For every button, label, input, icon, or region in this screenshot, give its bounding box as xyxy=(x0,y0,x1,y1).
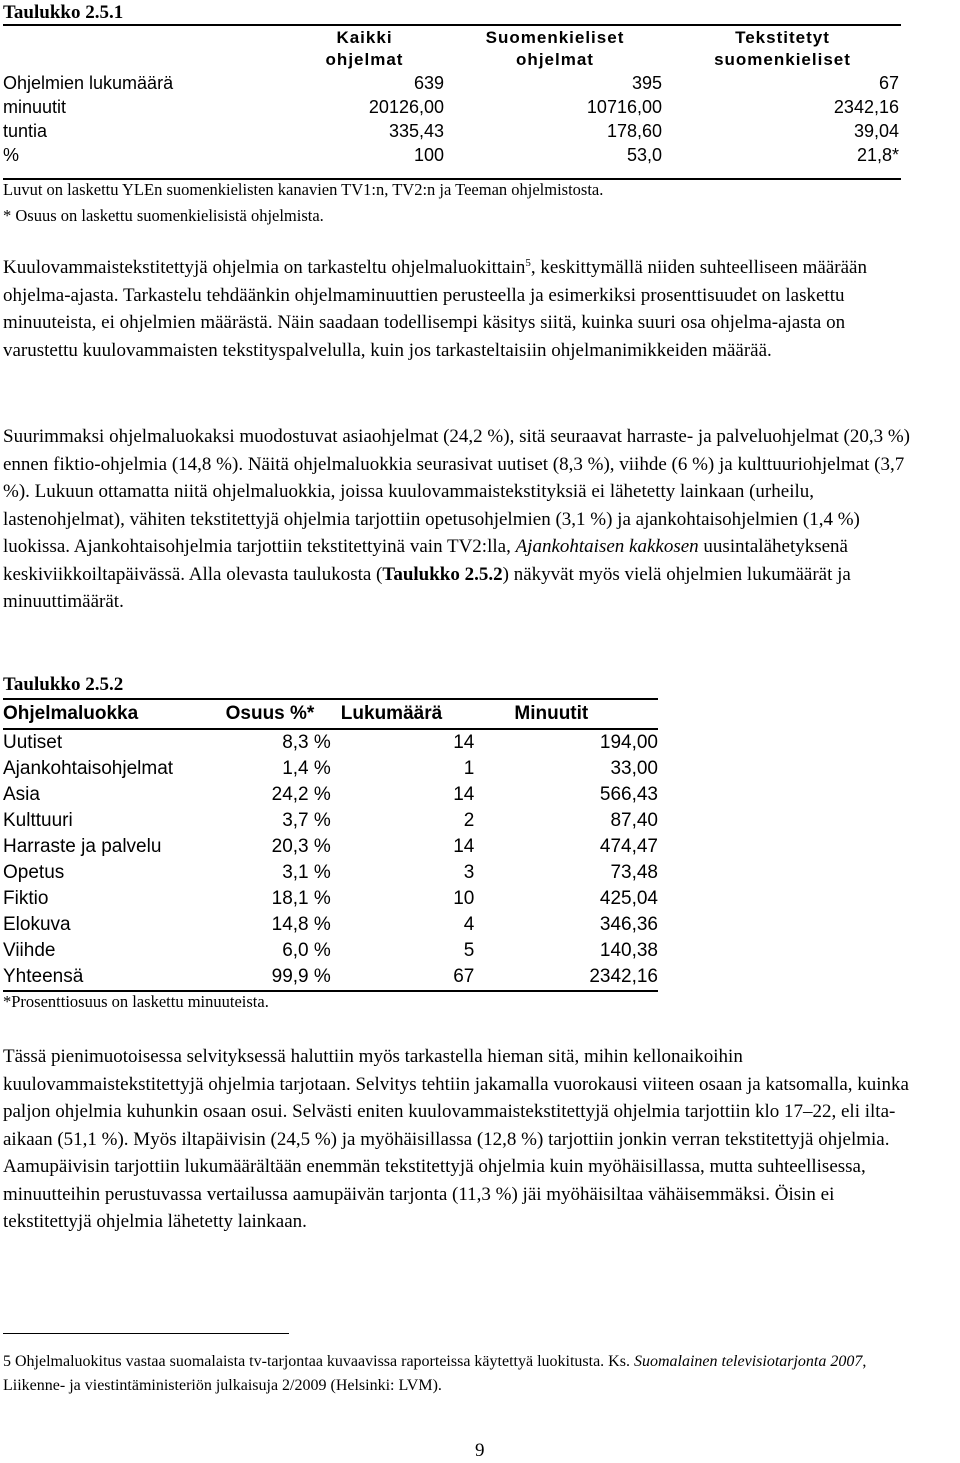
row-label: Viihde xyxy=(3,940,56,961)
table-row xyxy=(3,886,658,912)
table-row xyxy=(3,912,658,938)
cell: 194,00 xyxy=(599,732,658,753)
cell: 10716,00 xyxy=(586,97,662,117)
cell: 14 xyxy=(453,836,475,857)
table-2-header-row xyxy=(3,700,658,729)
paragraph-text: Kuulovammaistekstitettyjä ohjelmia on tarkasteltu ohjelmaluokittain xyxy=(3,257,526,278)
paragraph-text: Suurimmaksi ohjelmaluokaksi muodostuvat asiaohjelmat (24,2 %), sitä seuraavat harraste- ja palveluohjelmat (20,3 %) ennen fiktio-ohjelmia (14,8 %). Näitä ohjelmaluokkia seurasivat uutiset (8,3 %), viihde (6 %) ja kulttuuriohjelmat (3,7 %). Lukuun ottamatta niitä ohjelmaluokkia, joissa kuulovammaistekstityksiä ei lähetetty lainkaan (urheilu, lastenohjelmat), vähiten tekstitettyjä ohjelmia tarjottiin opetusohjelmien (3,1 %) ja ajankohtaisohjelmien (1,4 %) luokissa. Ajankohtaisohjelmia tarjottiin tekstitettyinä vain TV2:lla, xyxy=(3,426,911,557)
cell: 87,40 xyxy=(610,810,658,831)
cell: 14,8 % xyxy=(271,914,331,935)
footnote-text: Ohjelmaluokitus vastaa suomalaista tv-tarjontaa kuvaavissa raporteissa käytettyä luokitusta. Ks. xyxy=(11,1353,634,1370)
cell: 4 xyxy=(463,914,475,935)
cell: 39,04 xyxy=(853,121,899,141)
table-1 xyxy=(3,27,901,167)
footnote-reference: 5 xyxy=(525,257,531,269)
footnote-text: , Liikenne- ja viestintäministeriön julkaisuja 2/2009 (Helsinki: LVM). xyxy=(3,1353,867,1394)
table-row xyxy=(3,143,901,167)
table-1-header-row xyxy=(3,49,901,71)
table-1-note: Luvut on laskettu YLEn suomenkielisten kanavien TV1:n, TV2:n ja Teeman ohjelmistosta. xyxy=(3,180,604,199)
cell: 2 xyxy=(463,810,475,831)
table-row xyxy=(3,938,658,964)
cell: 18,1 % xyxy=(271,888,331,909)
cell: 3,7 % xyxy=(282,810,331,831)
row-label: Yhteensä xyxy=(3,964,226,991)
table-2-title: Taulukko 2.5.2 xyxy=(3,674,124,695)
header-cell: Kaikki xyxy=(336,28,393,47)
table-2-note: *Prosenttiosuus on laskettu minuuteista. xyxy=(3,992,269,1011)
cell: 67 xyxy=(878,73,899,93)
table-row xyxy=(3,119,901,143)
publication-title: Suomalainen televisiotarjonta 2007 xyxy=(633,1353,863,1370)
cell: 20126,00 xyxy=(368,97,444,117)
cell: 1,4 % xyxy=(282,758,331,779)
paragraph-text: ) näkyvät myös vielä ohjelmien lukumäärät ja minuuttimäärät. xyxy=(3,563,851,612)
cell: 73,48 xyxy=(610,862,658,883)
cell: 335,43 xyxy=(388,121,444,141)
cell: 99,9 % xyxy=(226,964,331,991)
cell: 14 xyxy=(453,732,475,753)
row-label: % xyxy=(3,145,20,165)
cell: 20,3 % xyxy=(271,836,331,857)
header-cell: Lukumäärä xyxy=(331,700,475,729)
header-cell: suomenkieliset xyxy=(714,50,851,69)
row-label: Asia xyxy=(3,784,40,805)
cell: 100 xyxy=(413,145,444,165)
header-cell: ohjelmat xyxy=(325,50,404,69)
cell: 1 xyxy=(463,758,475,779)
table-row xyxy=(3,964,658,991)
table-1-header-row xyxy=(3,27,901,49)
row-label: Kulttuuri xyxy=(3,810,73,831)
row-label: Ohjelmien lukumäärä xyxy=(3,73,174,93)
header-cell xyxy=(3,49,283,71)
table-row xyxy=(3,834,658,860)
page-number: 9 xyxy=(475,1440,485,1461)
footnote xyxy=(3,1350,913,1398)
row-label: Elokuva xyxy=(3,914,71,935)
table-row xyxy=(3,782,658,808)
header-cell: Tekstitetyt xyxy=(735,28,830,47)
table-row xyxy=(3,756,658,782)
row-label: minuutit xyxy=(3,97,67,117)
table-row xyxy=(3,808,658,834)
cell: 425,04 xyxy=(599,888,658,909)
paragraph-text: uusintalähetyksenä keskiviikkoiltapäivässä. Alla olevasta taulukosta ( xyxy=(3,536,848,585)
cell: 33,00 xyxy=(610,758,658,779)
table-1-footnote: * Osuus on laskettu suomenkielisistä ohjelmista. xyxy=(3,206,324,225)
cell: 3 xyxy=(463,862,475,883)
row-label: Fiktio xyxy=(3,888,49,909)
table-row xyxy=(3,95,901,119)
header-cell: Osuus %* xyxy=(226,700,331,729)
cell: 67 xyxy=(331,964,475,991)
cell: 178,60 xyxy=(606,121,662,141)
cell: 2342,16 xyxy=(474,964,658,991)
table-row xyxy=(3,71,901,95)
cell: 10 xyxy=(453,888,475,909)
row-label: Opetus xyxy=(3,862,65,883)
cell: 24,2 % xyxy=(271,784,331,805)
cell: 346,36 xyxy=(599,914,658,935)
row-label: tuntia xyxy=(3,121,48,141)
cell: 21,8* xyxy=(856,145,899,165)
paragraph: Tässä pienimuotoisessa selvityksessä haluttiin myös tarkastella hieman sitä, mihin kellonaikoihin kuulovammaistekstitettyjä ohjelmia tarjotaan. Selvitys tehtiin jakamalla vuorokausi viiteen osaan ja katsomalla, kuinka paljon ohjelmia kuhunkin osaan osui. Selvästi eniten kuulovammaistekstitettyjä ohjelmia tarjottiin klo 17–22, eli ilta-aikaan (51,1 %). Myös iltapäivisin (24,5 %) ja myöhäisillassa (12,8 %) tarjottiin jonkin verran tekstitettyjä ohjelmia. Aamupäivisin tarjottiin lukumäärältään enemmän tekstitettyjä ohjelmia kuin myöhäisillassa, mutta suhteellisessa, minuutteihin perustuvassa vertailussa aamupäivän tarjonta (11,3 %) jäi myöhäisiltaa vähäisemmäksi. Öisin ei tekstitettyjä ohjelmia lähetetty lainkaan. xyxy=(3,1046,909,1232)
cell: 3,1 % xyxy=(282,862,331,883)
cell: 566,43 xyxy=(599,784,658,805)
cell: 2342,16 xyxy=(833,97,899,117)
table-row xyxy=(3,729,658,756)
header-cell: ohjelmat xyxy=(516,50,594,69)
table-2 xyxy=(3,700,658,992)
footnote-rule xyxy=(3,1333,289,1334)
cell: 6,0 % xyxy=(282,940,331,961)
program-title: Ajankohtaisen kakkosen xyxy=(515,536,699,557)
row-label: Harraste ja palvelu xyxy=(3,836,162,857)
cell: 474,47 xyxy=(599,836,658,857)
paragraph xyxy=(3,254,913,364)
table-1-top-rule xyxy=(3,24,901,26)
cell: 53,0 xyxy=(626,145,662,165)
table-row xyxy=(3,860,658,886)
footnote-number: 5 xyxy=(3,1353,11,1370)
header-cell: Suomenkieliset xyxy=(485,28,625,47)
table-1-title: Taulukko 2.5.1 xyxy=(3,2,124,23)
header-cell: Minuutit xyxy=(474,700,658,729)
cell: 140,38 xyxy=(599,940,658,961)
row-label: Ajankohtaisohjelmat xyxy=(3,758,174,779)
header-cell xyxy=(3,27,283,49)
header-cell: Ohjelmaluokka xyxy=(3,700,226,729)
cell: 639 xyxy=(413,73,444,93)
cell: 5 xyxy=(463,940,475,961)
paragraph-text: , keskittymällä niiden suhteelliseen määrään ohjelma-ajasta. Tarkastelu tehdäänkin ohjelmaminuuttien perusteella ja esimerkiksi prosenttisuudet on laskettu minuuteista, ei ohjelmien määrästä. Näin saadaan todellisempi käsitys siitä, kuinka suuri osa ohjelma-ajasta on varustettu kuulovammaisten tekstityspalvelulla, kuin jos tarkasteltaisiin ohjelmanimikkeiden määrää. xyxy=(3,257,867,361)
table-reference: Taulukko 2.5.2 xyxy=(382,563,503,585)
paragraph xyxy=(3,423,913,616)
row-label: Uutiset xyxy=(3,732,63,753)
cell: 14 xyxy=(453,784,475,805)
cell: 395 xyxy=(631,73,662,93)
cell: 8,3 % xyxy=(282,732,331,753)
